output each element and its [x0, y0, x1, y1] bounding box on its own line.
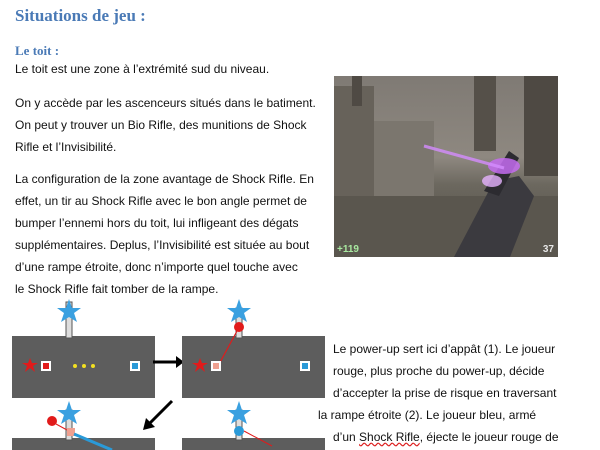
game-screenshot	[334, 76, 558, 257]
paragraph-location	[15, 58, 269, 80]
diagram-step-1	[12, 296, 160, 398]
diagram-step-2	[182, 296, 330, 398]
spellcheck-term: Shock Rifle	[359, 430, 420, 444]
shock-rifle-weapon	[334, 76, 558, 257]
arrow-right-icon	[150, 352, 185, 372]
text-line: Rifle et l’Invisibilité.	[15, 140, 117, 154]
text-line: la rampe étroite (2). Le joueur bleu, armé	[318, 408, 537, 422]
blue-player-marker	[302, 363, 308, 369]
text-line: d’une rampe étroite, donc n’importe quel touche avec	[15, 260, 298, 274]
red-player	[234, 322, 244, 332]
health-readout: +119	[337, 244, 359, 255]
diagram-step-4	[182, 398, 330, 450]
path-dot	[82, 364, 86, 368]
side-paragraph	[318, 338, 559, 448]
roof-platform	[12, 438, 155, 450]
text-line: effet, un tir au Shock Rifle avec le bon angle permet de	[15, 194, 307, 208]
text-line: La configuration de la zone avantage de Shock Rifle. En	[15, 172, 314, 186]
text-line: On peut y trouver un Bio Rifle, des munitions de Shock	[15, 118, 307, 132]
text-line: On y accède par les ascenceurs situés dans le batiment.	[15, 96, 316, 110]
paragraph-access	[15, 92, 316, 158]
red-path	[56, 424, 67, 430]
text-line: le Shock Rifle fait tomber de la rampe.	[15, 282, 219, 296]
red-player	[47, 416, 57, 426]
text-fragment: d’un	[333, 430, 360, 444]
path-dot	[91, 364, 95, 368]
text-line: d’accepter la prise de risque en traversant	[333, 386, 557, 400]
red-ghost-marker	[213, 363, 219, 369]
ammo-readout: 37	[542, 244, 554, 255]
text-line: supplémentaires. Deplus, l’Invisibilité est située au bout	[15, 238, 310, 252]
blue-player-marker	[132, 363, 138, 369]
text-line: Le toit est une zone à l’extrémité sud du niveau.	[15, 62, 270, 76]
roof-platform	[182, 438, 325, 450]
text-fragment: , éjecte le joueur rouge de	[419, 430, 559, 444]
path-dot	[73, 364, 77, 368]
text-line: bumper l’ennemi hors du toit, lui infligeant des dégats	[15, 216, 299, 230]
paragraph-configuration	[15, 168, 314, 300]
subsection-heading: Le toit :	[15, 43, 60, 58]
text-line: rouge, plus proche du power-up, décide	[333, 364, 545, 378]
blue-player	[234, 426, 244, 436]
diagram-step-3	[12, 398, 160, 450]
text-line: Le power-up sert ici d’appât (1). Le joueur	[333, 342, 556, 356]
section-heading: Situations de jeu :	[15, 6, 146, 25]
text-line	[333, 426, 559, 448]
red-player-marker	[43, 363, 49, 369]
